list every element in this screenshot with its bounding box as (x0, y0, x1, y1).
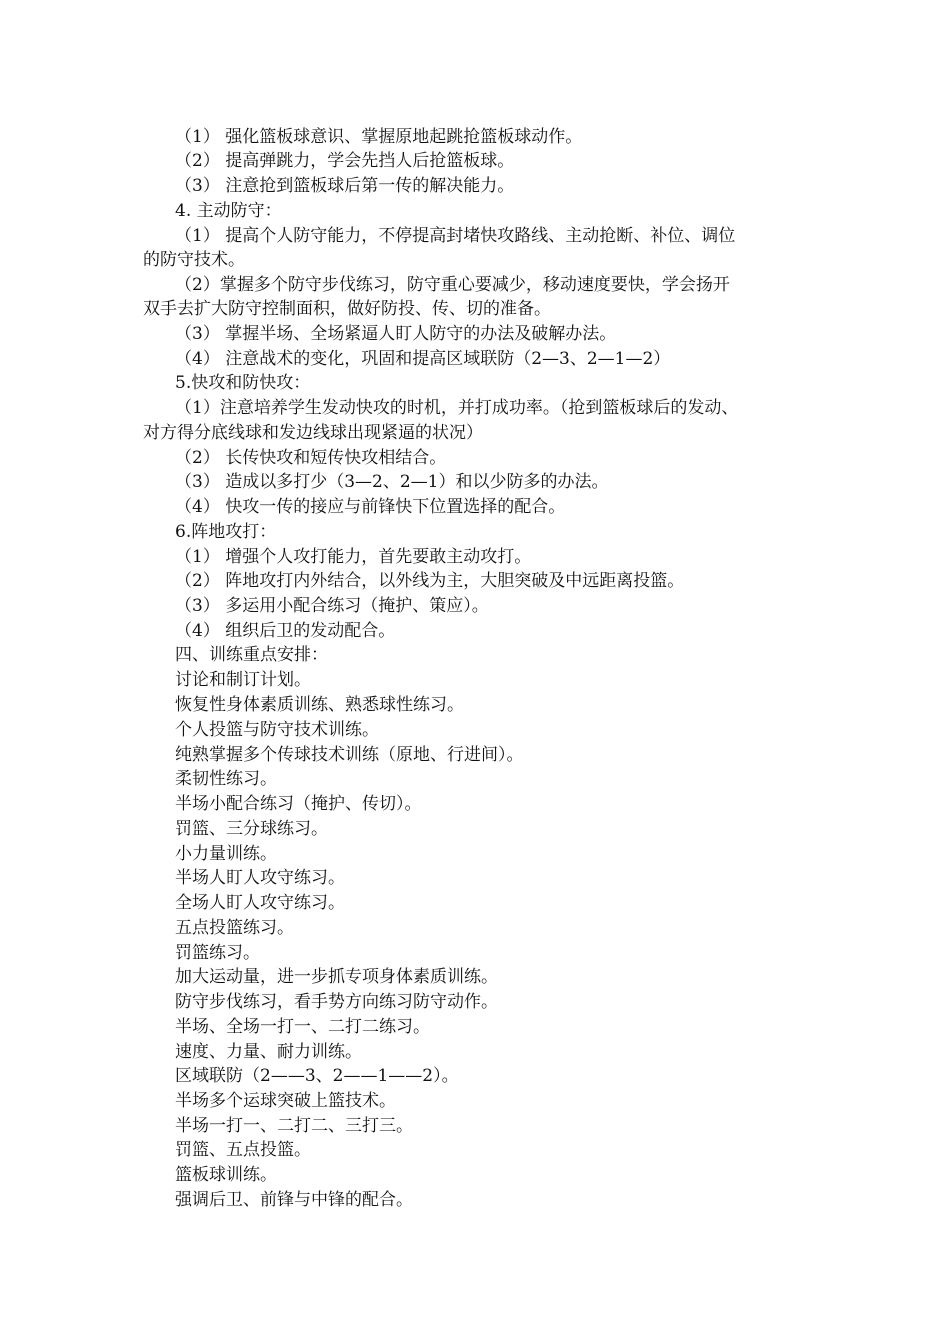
text-line: 罚篮、五点投篮。 (175, 1140, 311, 1160)
text-line: （2）掌握多个防守步伐练习，防守重心要减少，移动速度要快，学会扬开 (175, 275, 730, 295)
text-line: 小力量训练。 (175, 844, 277, 864)
text-line: 篮板球训练。 (175, 1165, 277, 1185)
text-line: 恢复性身体素质训练、熟悉球性练习。 (175, 695, 464, 715)
section-heading: 四、训练重点安排： (175, 645, 328, 665)
text-line: （4） 快攻一传的接应与前锋快下位置选择的配合。 (175, 497, 566, 517)
text-line: 五点投篮练习。 (175, 918, 294, 938)
text-line: （4） 注意战术的变化，巩固和提高区域联防（2—3、2—1—2） (175, 349, 671, 369)
text-line: 加大运动量，进一步抓专项身体素质训练。 (175, 967, 498, 987)
text-line: （3） 多运用小配合练习（掩护、策应）。 (175, 596, 489, 616)
text-line: 速度、力量、耐力训练。 (175, 1042, 362, 1062)
text-line: 的防守技术。 (143, 250, 245, 270)
text-line: 罚篮、三分球练习。 (175, 819, 328, 839)
text-line: 全场人盯人攻守练习。 (175, 893, 345, 913)
text-line: 半场一打一、二打二、三打三。 (175, 1116, 413, 1136)
text-line: （2） 提高弹跳力，学会先挡人后抢篮板球。 (175, 151, 515, 171)
text-line: 个人投篮与防守技术训练。 (175, 720, 379, 740)
text-line: （3） 掌握半场、全场紧逼人盯人防守的办法及破解办法。 (175, 324, 617, 344)
section-heading: 5.快攻和防快攻： (175, 373, 311, 393)
text-line: 防守步伐练习，看手势方向练习防守动作。 (175, 992, 498, 1012)
text-line: （1）注意培养学生发动快攻的时机，并打成功率。（抢到篮板球后的发动、 (175, 398, 739, 418)
text-line: （1） 提高个人防守能力，不停提高封堵快攻路线、主动抢断、补位、调位 (175, 226, 736, 246)
text-line: （4） 组织后卫的发动配合。 (175, 621, 396, 641)
text-line: （1） 增强个人攻打能力，首先要敢主动攻打。 (175, 547, 532, 567)
text-line: 柔韧性练习。 (175, 769, 277, 789)
text-line: 半场人盯人攻守练习。 (175, 868, 345, 888)
text-line: 纯熟掌握多个传球技术训练（原地、行进间）。 (175, 745, 524, 765)
text-line: （1） 强化篮板球意识、掌握原地起跳抢篮板球动作。 (175, 127, 583, 147)
text-line: 半场小配合练习（掩护、传切）。 (175, 794, 422, 814)
text-line: （3） 造成以多打少（3—2、2—1）和以少防多的办法。 (175, 472, 609, 492)
text-line: 罚篮练习。 (175, 943, 260, 963)
text-line: （3） 注意抢到篮板球后第一传的解决能力。 (175, 176, 515, 196)
text-line: （2） 长传快攻和短传快攻相结合。 (175, 448, 447, 468)
text-line: 半场多个运球突破上篮技术。 (175, 1091, 396, 1111)
text-line: 对方得分底线球和发边线球出现紧逼的状况） (143, 423, 483, 443)
text-line: 区域联防（2——3、2——1——2）。 (175, 1066, 459, 1086)
section-heading: 6.阵地攻打： (175, 522, 277, 542)
text-line: 半场、全场一打一、二打二练习。 (175, 1017, 430, 1037)
text-line: 双手去扩大防守控制面积，做好防投、传、切的准备。 (143, 299, 551, 319)
section-heading: 4. 主动防守： (175, 201, 282, 221)
text-line: （2） 阵地攻打内外结合，以外线为主，大胆突破及中远距离投篮。 (175, 571, 685, 591)
text-line: 讨论和制订计划。 (175, 670, 311, 690)
text-line: 强调后卫、前锋与中锋的配合。 (175, 1190, 413, 1210)
